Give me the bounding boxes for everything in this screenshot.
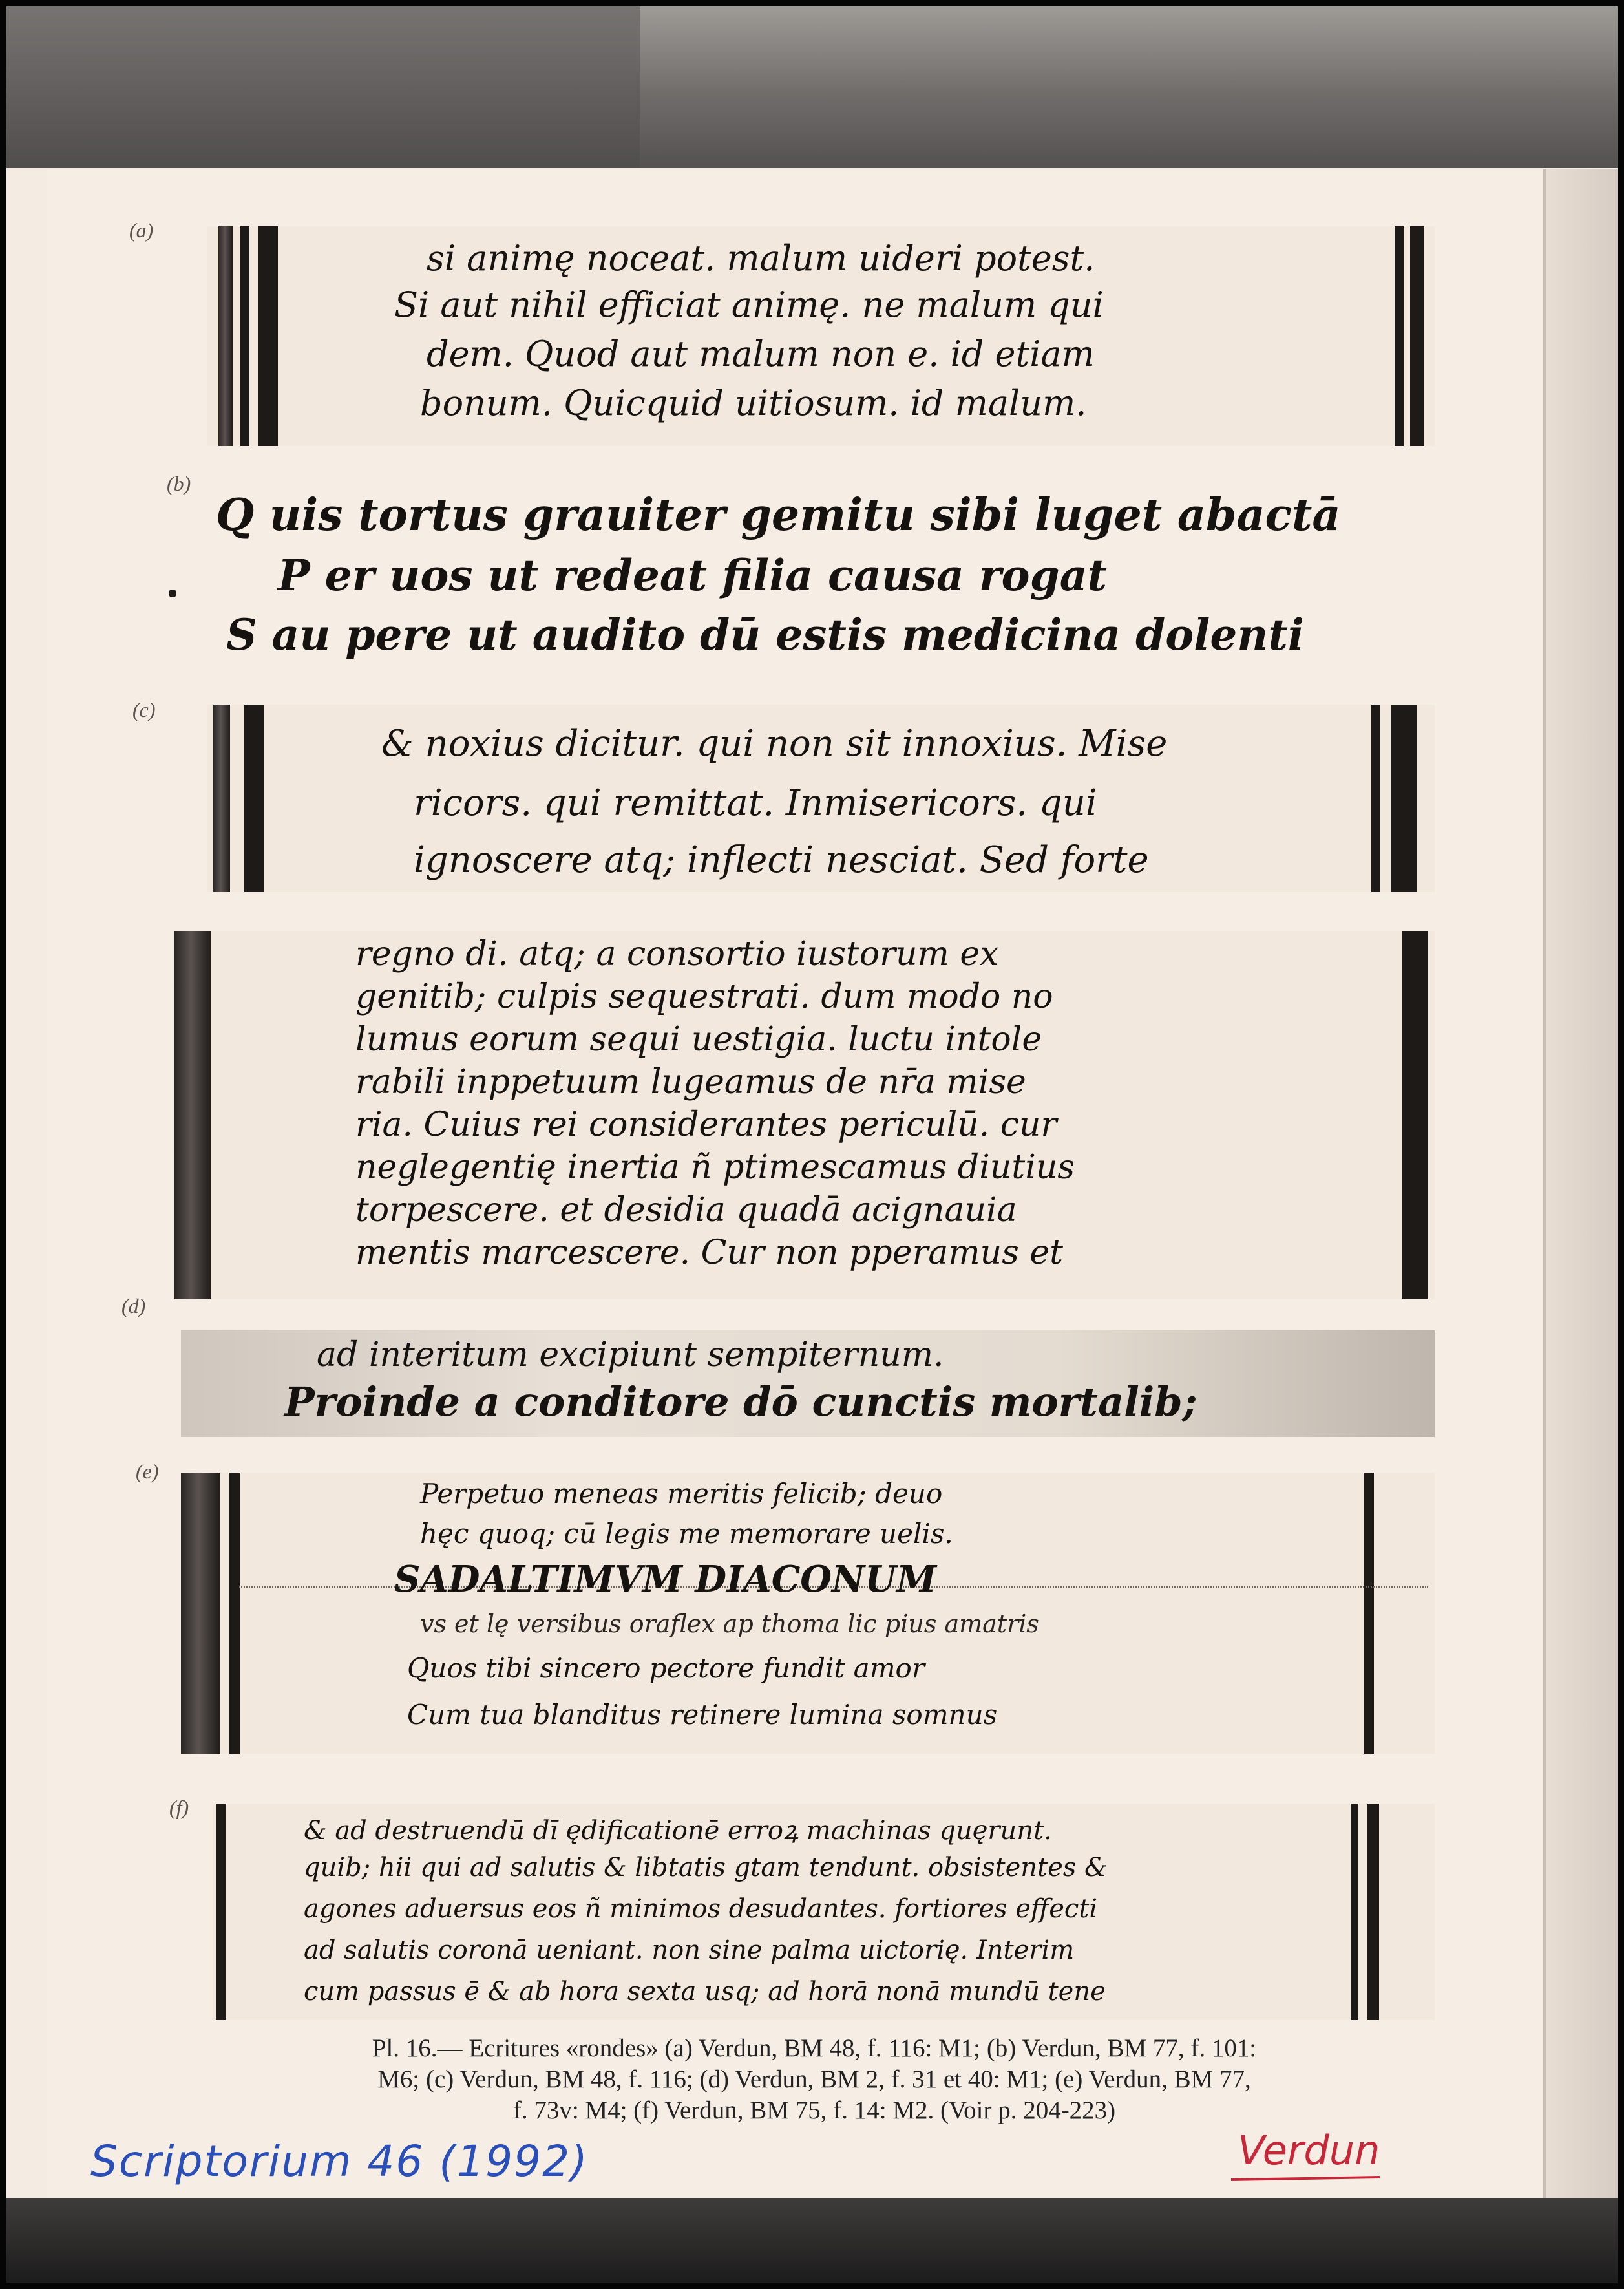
plate-a-left-bar <box>218 226 233 446</box>
plate-f-left-bar <box>216 1804 226 2020</box>
plate-a-line-2: Si aut nihil efficiat animę. ne malum qui <box>394 284 1104 325</box>
plate-f <box>213 1804 1435 2020</box>
plate-e-line-4: vs et lę versibus oraflex ap thoma lic pius amatris <box>420 1610 1039 1638</box>
plate-f-right-bar <box>1351 1804 1358 2020</box>
plate-c-label: (c) <box>132 698 156 721</box>
plate-c2-line-8: mentis marcescere. Cur non pperamus et <box>355 1233 1064 1272</box>
plate-a-right-bar <box>1395 226 1404 446</box>
plate-c2-line-3: lumus eorum sequi uestigia. luctu intole <box>355 1020 1042 1059</box>
plate-e-line-5: Quos tibi sincero pectore fundit amor <box>407 1652 925 1684</box>
plate-d-line-2: Proinde a conditore dō cunctis mortalib; <box>284 1378 1197 1425</box>
scan-top-left-shadow <box>6 6 640 168</box>
plate-c2-line-7: torpescere. et desidia quadā acignauia <box>355 1191 1017 1230</box>
plate-b-line-3: S au pere ut audito dū estis medicina dolenti <box>226 610 1304 660</box>
plate-e-left-bar <box>181 1473 220 1754</box>
plate-b <box>207 475 1409 682</box>
plate-e-left-bar-2 <box>229 1473 240 1754</box>
plate-c-line-2: ricors. qui remittat. Inmisericors. qui <box>414 782 1097 824</box>
plate-caption <box>246 2033 1383 2126</box>
page-edge <box>1543 169 1546 2198</box>
plate-c2-line-5: ria. Cuius rei considerantes periculū. cur <box>355 1105 1057 1144</box>
stray-dot <box>169 590 176 597</box>
caption-line-3: f. 73v: M4; (f) Verdun, BM 75, f. 14: M2. (Voir p. 204-223) <box>512 2096 1116 2124</box>
plate-e-line-2: hęc quoq; cū legis me memorare uelis. <box>420 1518 953 1549</box>
plate-f-line-1: & ad destruendū dī ędificationē erroꝝ machinas quęrunt. <box>304 1816 1052 1846</box>
plate-b-label: (b) <box>167 472 191 495</box>
plate-c-line-3: ignoscere atq; inflecti nesciat. Sed forte <box>414 839 1149 881</box>
plate-b-line-2: P er uos ut redeat filia causa rogat <box>278 550 1107 601</box>
handwritten-note-left: Scriptorium 46 (1992) <box>90 2136 589 2186</box>
plate-c-left-bar-2 <box>244 705 264 892</box>
plate-e-right-bar <box>1364 1473 1374 1754</box>
plate-a-left-bar-2 <box>240 226 249 446</box>
plate-a <box>207 226 1435 446</box>
plate-c2-right-bar <box>1402 931 1428 1299</box>
plate-f-right-bar-2 <box>1367 1804 1379 2020</box>
plate-f-line-4: ad salutis coronā ueniant. non sine palma uictorię. Interim <box>304 1935 1075 1965</box>
plate-a-right-bar-2 <box>1410 226 1424 446</box>
plate-f-line-3: agones aduersus eos ñ minimos desudantes. fortiores effecti <box>304 1894 1098 1924</box>
plate-b-line-1: Q uis tortus grauiter gemitu sibi luget abactā <box>216 489 1341 541</box>
plate-f-label: (f) <box>169 1796 189 1819</box>
plate-c-right-bar-2 <box>1391 705 1417 892</box>
plate-c <box>207 705 1435 892</box>
plate-d <box>181 1330 1435 1437</box>
caption-line-1: Pl. 16.— Ecritures «rondes» (a) Verdun, BM 48, f. 116: M1; (b) Verdun, BM 77, f. 101: <box>372 2034 1257 2062</box>
right-margin-shadow <box>1546 169 1618 2198</box>
plate-e-line-6: Cum tua blanditus retinere lumina somnus <box>407 1699 998 1730</box>
scan-bottom-shadow <box>6 2198 1618 2283</box>
plate-a-left-bar-3 <box>258 226 278 446</box>
handwritten-note-right: Verdun <box>1238 2127 1380 2174</box>
plate-c2-line-1: regno di. atq; a consortio iustorum ex <box>355 935 999 974</box>
plate-a-line-4: bonum. Quicquid uitiosum. id malum. <box>420 383 1087 423</box>
plate-d-line-1: ad interitum excipiunt sempiternum. <box>317 1336 944 1374</box>
plate-c2-line-4: rabili inppetuum lugeamus de nr̄a mise <box>355 1063 1026 1102</box>
plate-a-line-3: dem. Quod aut malum non e. id etiam <box>427 334 1095 374</box>
plate-c2-line-2: genitib; culpis sequestrati. dum modo no <box>355 977 1053 1016</box>
plate-a-label: (a) <box>129 218 154 242</box>
plate-c-left-bar <box>213 705 230 892</box>
plate-e <box>181 1473 1435 1754</box>
plate-f-line-5: cum passus ē & ab hora sexta usq; ad horā nonā mundū tene <box>304 1977 1106 2007</box>
plate-c-line-1: & noxius dicitur. qui non sit innoxius. Mise <box>381 723 1168 765</box>
plate-c2-line-6: neglegentię inertia ñ ptimescamus diutius <box>355 1148 1075 1187</box>
plate-c2 <box>174 931 1435 1299</box>
plate-a-line-1: si animę noceat. malum uideri potest. <box>427 238 1095 279</box>
plate-e-label: (e) <box>136 1460 159 1483</box>
plate-c2-left-bar <box>174 931 211 1299</box>
plate-e-line-3: SADALTIMVM DIACONUM <box>394 1558 937 1601</box>
plate-e-line-1: Perpetuo meneas meritis felicib; deuo <box>420 1478 943 1509</box>
plate-d-label: (d) <box>121 1294 146 1317</box>
caption-line-2: M6; (c) Verdun, BM 48, f. 116; (d) Verdun, BM 2, f. 31 et 40: M1; (e) Verdun, BM 77, <box>377 2065 1251 2093</box>
plate-c-right-bar <box>1371 705 1380 892</box>
plate-f-line-2: quib; hii qui ad salutis & libtatis gtam tendunt. obsistentes & <box>304 1853 1108 1882</box>
